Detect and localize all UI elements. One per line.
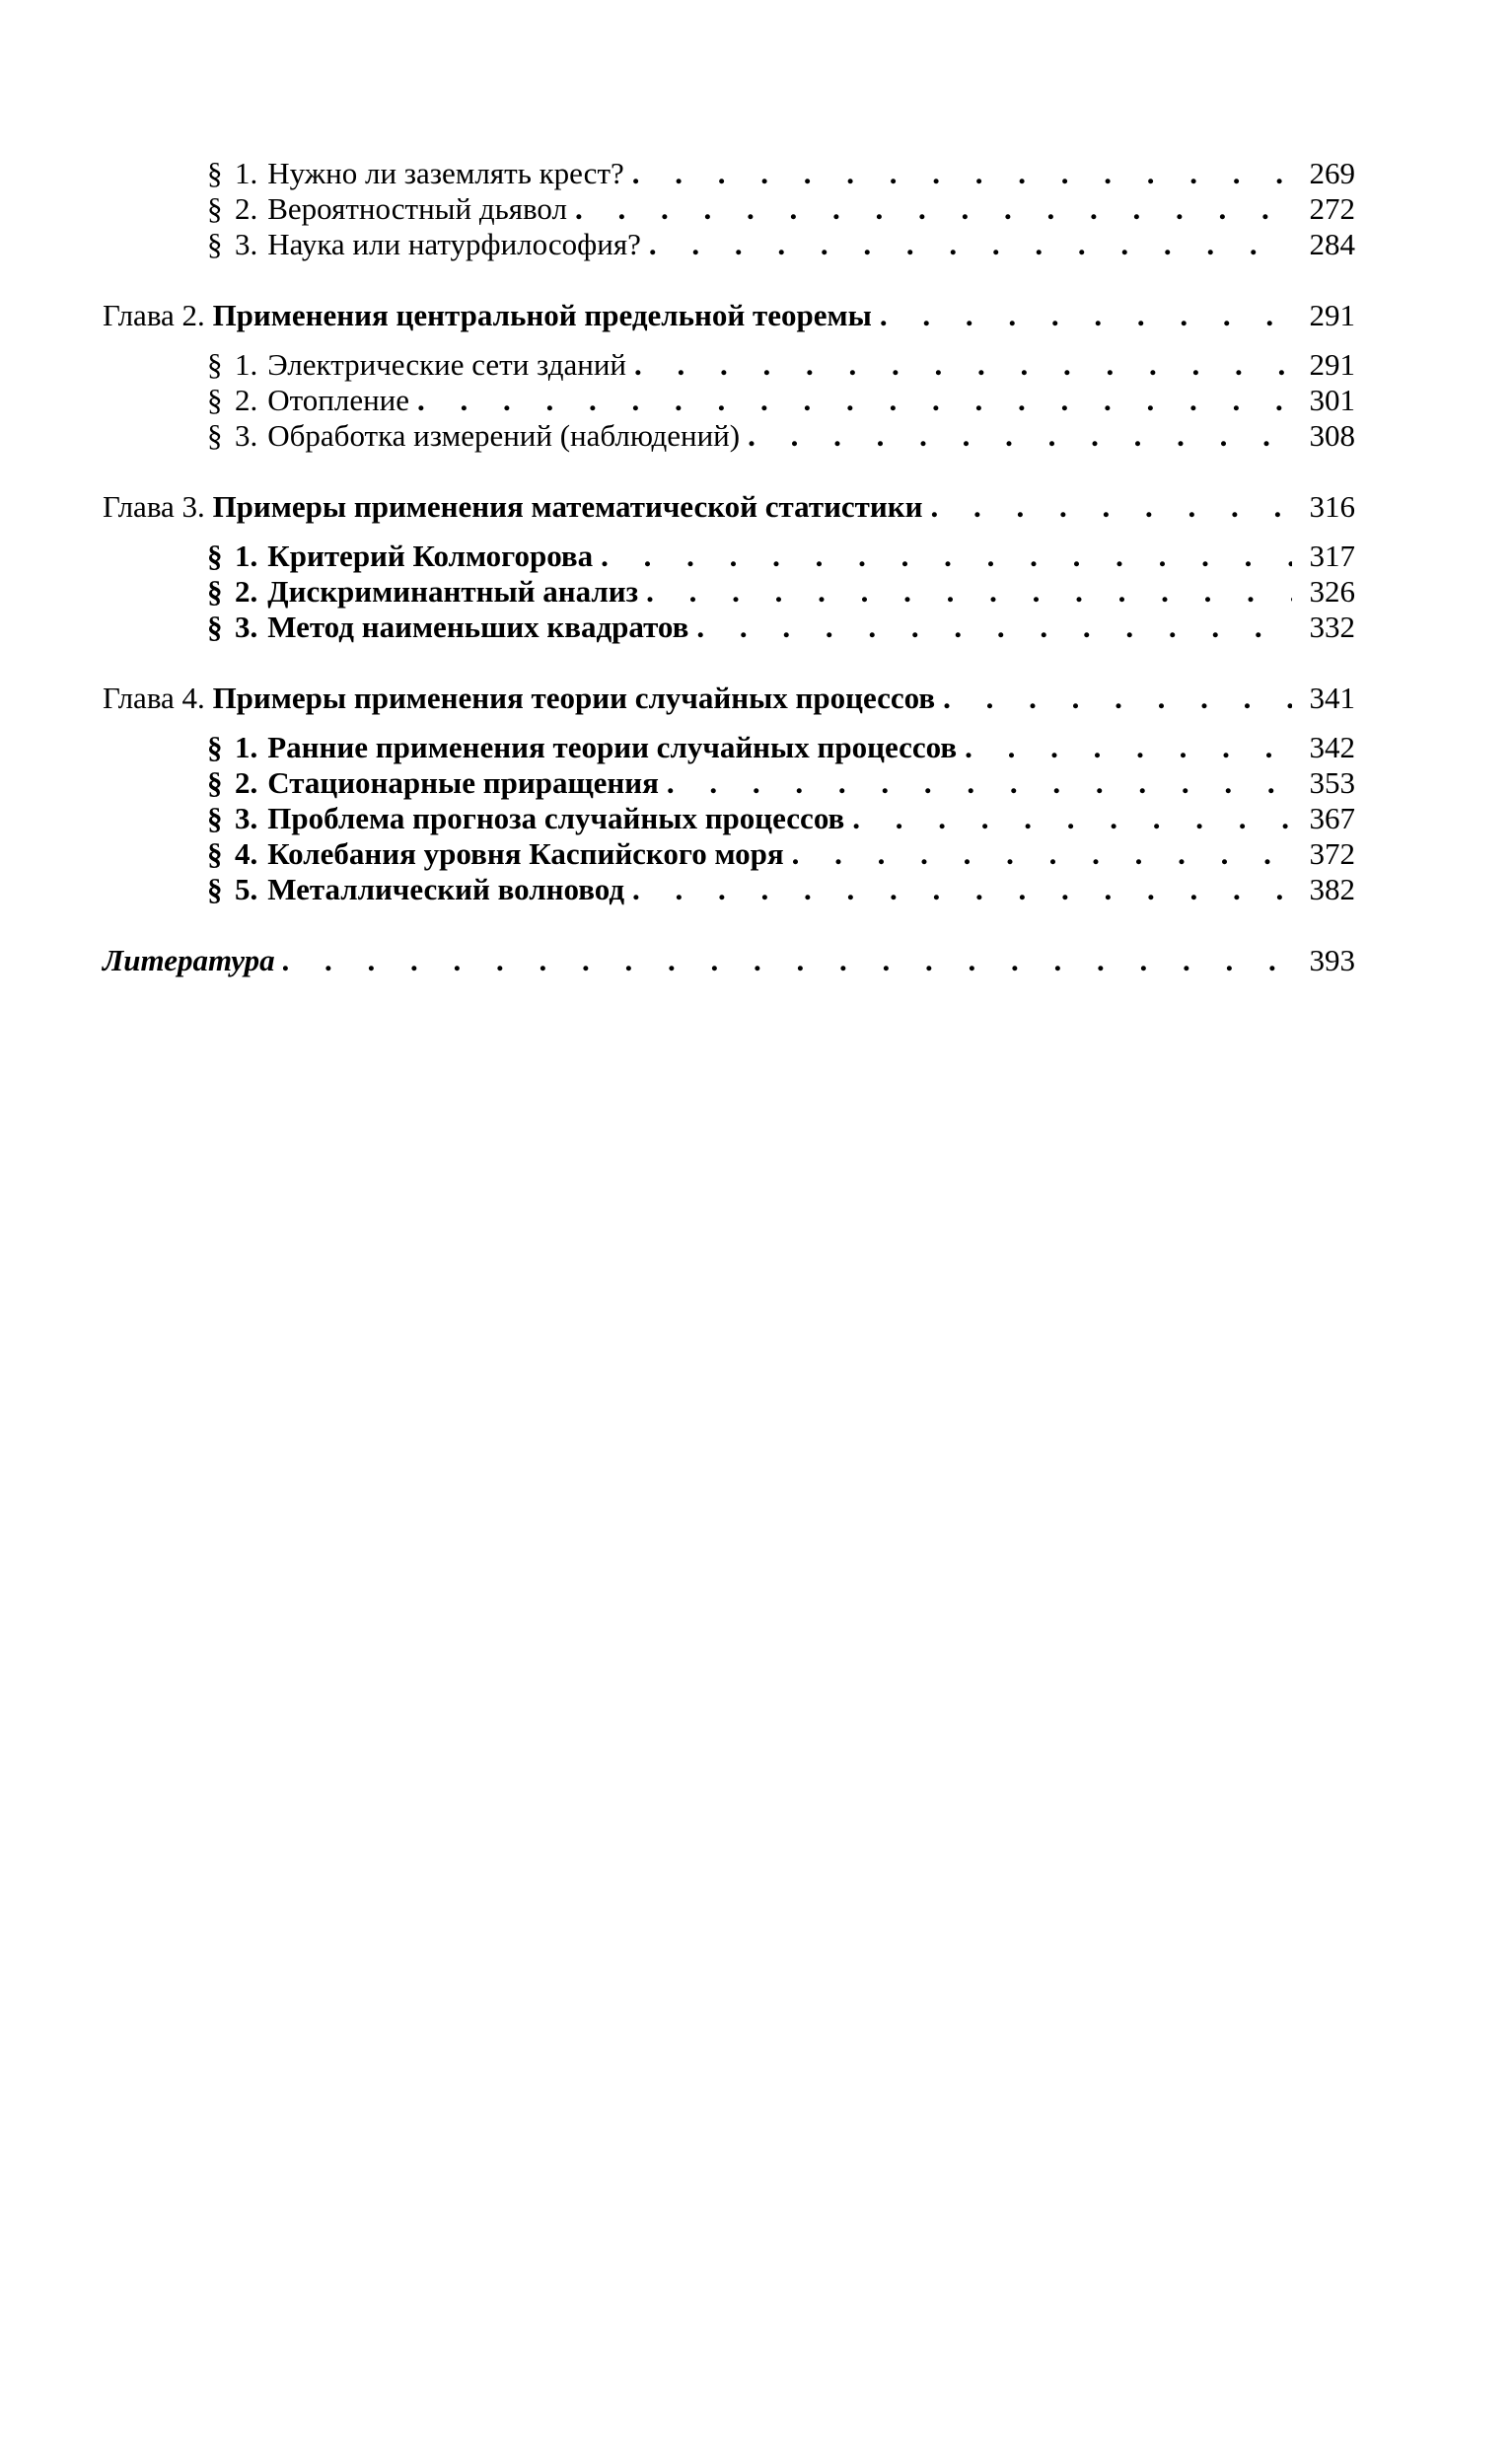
page-number: 269 bbox=[1309, 156, 1355, 190]
toc-entry[interactable] bbox=[103, 383, 1355, 418]
section-title: Ранние применения теории случайных процессов bbox=[267, 730, 958, 764]
toc-chapter-4[interactable] bbox=[103, 681, 1355, 716]
section-number: 2. bbox=[235, 383, 258, 417]
toc-entry[interactable] bbox=[103, 191, 1355, 227]
toc-chapter-2[interactable] bbox=[103, 298, 1355, 333]
section-mark: § bbox=[207, 574, 223, 609]
section-title: Метод наименьших квадратов bbox=[267, 610, 689, 644]
section-mark: § bbox=[207, 610, 223, 644]
dot-leader bbox=[649, 227, 1292, 262]
toc-entry[interactable] bbox=[103, 730, 1355, 765]
dot-leader bbox=[417, 383, 1292, 418]
section-number: 2. bbox=[235, 765, 258, 800]
dot-leader bbox=[601, 539, 1292, 574]
section-title: Проблема прогноза случайных процессов bbox=[267, 801, 845, 835]
dot-leader bbox=[283, 943, 1292, 978]
chapter-label: Глава 4. bbox=[103, 681, 205, 715]
page-number: 317 bbox=[1309, 539, 1355, 573]
toc-entry[interactable] bbox=[103, 765, 1355, 801]
toc-entry[interactable] bbox=[103, 418, 1355, 454]
toc-entry[interactable] bbox=[103, 610, 1355, 645]
section-title: Обработка измерений (наблюдений) bbox=[267, 418, 741, 453]
section-number: 4. bbox=[235, 836, 258, 871]
section-mark: § bbox=[207, 730, 223, 764]
section-mark: § bbox=[207, 836, 223, 871]
section-number: 1. bbox=[235, 539, 258, 573]
dot-leader bbox=[748, 418, 1292, 454]
page-number: 326 bbox=[1309, 574, 1355, 609]
page-number: 291 bbox=[1309, 347, 1355, 382]
section-mark: § bbox=[207, 872, 223, 906]
dot-leader bbox=[943, 681, 1292, 716]
table-of-contents bbox=[103, 156, 1355, 978]
dot-leader bbox=[575, 191, 1292, 227]
section-mark: § bbox=[207, 383, 223, 417]
dot-leader bbox=[696, 610, 1292, 645]
section-mark: § bbox=[207, 227, 223, 261]
chapter-title: Примеры применения теории случайных процессов bbox=[212, 681, 936, 715]
section-number: 1. bbox=[235, 156, 258, 190]
chapter-label: Глава 3. bbox=[103, 489, 205, 524]
literature-title: Литература bbox=[103, 943, 275, 977]
toc-chapter-3[interactable] bbox=[103, 489, 1355, 525]
section-mark: § bbox=[207, 191, 223, 226]
toc-entry[interactable] bbox=[103, 574, 1355, 610]
page-number: 291 bbox=[1309, 298, 1355, 332]
dot-leader bbox=[632, 156, 1292, 191]
section-number: 1. bbox=[235, 730, 258, 764]
toc-entry[interactable] bbox=[103, 347, 1355, 383]
section-title: Металлический волновод bbox=[267, 872, 625, 906]
dot-leader bbox=[634, 347, 1292, 383]
toc-entry[interactable] bbox=[103, 801, 1355, 836]
toc-entry[interactable] bbox=[103, 836, 1355, 872]
page-number: 382 bbox=[1309, 872, 1355, 906]
toc-entry[interactable] bbox=[103, 539, 1355, 574]
page-number: 342 bbox=[1309, 730, 1355, 764]
page-number: 353 bbox=[1309, 765, 1355, 800]
dot-leader bbox=[632, 872, 1292, 907]
section-title: Вероятностный дьявол bbox=[267, 191, 567, 226]
chapter-label: Глава 2. bbox=[103, 298, 205, 332]
section-title: Критерий Колмогорова bbox=[267, 539, 594, 573]
dot-leader bbox=[931, 489, 1293, 525]
section-mark: § bbox=[207, 418, 223, 453]
section-number: 1. bbox=[235, 347, 258, 382]
dot-leader bbox=[667, 765, 1292, 801]
page-number: 316 bbox=[1309, 489, 1355, 524]
section-title: Колебания уровня Каспийского моря bbox=[267, 836, 784, 871]
section-number: 3. bbox=[235, 801, 258, 835]
section-title: Нужно ли заземлять крест? bbox=[267, 156, 624, 190]
page-number: 301 bbox=[1309, 383, 1355, 417]
section-mark: § bbox=[207, 801, 223, 835]
chapter-title: Примеры применения математической статистики bbox=[212, 489, 923, 524]
section-number: 2. bbox=[235, 574, 258, 609]
page-number: 332 bbox=[1309, 610, 1355, 644]
section-mark: § bbox=[207, 539, 223, 573]
section-mark: § bbox=[207, 156, 223, 190]
toc-entry[interactable] bbox=[103, 872, 1355, 907]
page-number: 372 bbox=[1309, 836, 1355, 871]
dot-leader bbox=[965, 730, 1292, 765]
page-number: 308 bbox=[1309, 418, 1355, 453]
toc-literature[interactable] bbox=[103, 943, 1355, 978]
section-title: Отопление bbox=[267, 383, 410, 417]
dot-leader bbox=[792, 836, 1292, 872]
page-number: 393 bbox=[1309, 943, 1355, 977]
section-title: Стационарные приращения bbox=[267, 765, 659, 800]
dot-leader bbox=[646, 574, 1292, 610]
section-number: 3. bbox=[235, 418, 258, 453]
section-mark: § bbox=[207, 347, 223, 382]
dot-leader bbox=[852, 801, 1292, 836]
page-number: 341 bbox=[1309, 681, 1355, 715]
dot-leader bbox=[880, 298, 1292, 333]
toc-entry[interactable] bbox=[103, 156, 1355, 191]
section-title: Дискриминантный анализ bbox=[267, 574, 639, 609]
section-title: Электрические сети зданий bbox=[267, 347, 627, 382]
page-number: 284 bbox=[1309, 227, 1355, 261]
section-title: Наука или натурфилософия? bbox=[267, 227, 641, 261]
section-mark: § bbox=[207, 765, 223, 800]
toc-entry[interactable] bbox=[103, 227, 1355, 262]
section-number: 5. bbox=[235, 872, 258, 906]
section-number: 3. bbox=[235, 227, 258, 261]
section-number: 2. bbox=[235, 191, 258, 226]
page-number: 367 bbox=[1309, 801, 1355, 835]
section-number: 3. bbox=[235, 610, 258, 644]
chapter-title: Применения центральной предельной теоремы bbox=[212, 298, 872, 332]
page-number: 272 bbox=[1309, 191, 1355, 226]
